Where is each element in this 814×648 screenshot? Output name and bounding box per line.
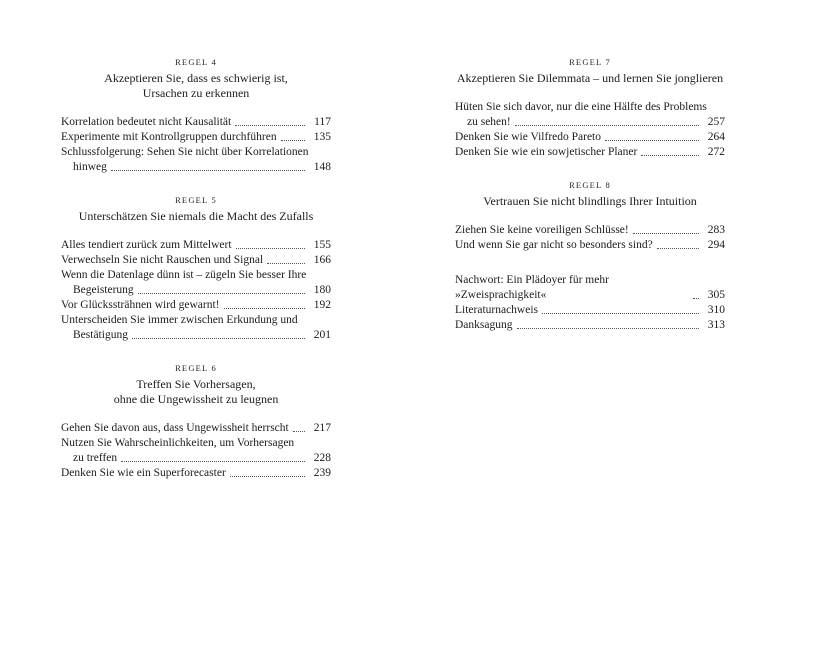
chapter-title-line: Treffen Sie Vorhersagen, [136,377,256,391]
toc-entry-text: Korrelation bedeutet nicht Kausalität [61,116,232,128]
chapter-section [61,195,331,343]
chapter-entries [455,223,725,253]
dot-leader [111,170,305,171]
toc-entry [61,145,331,175]
dot-leader [633,233,699,234]
toc-entry [455,318,725,333]
chapter-entries [61,238,331,343]
chapter-label: REGEL 7 [569,57,611,67]
toc-entry-text: hinweg [73,161,107,173]
left-page [61,57,331,501]
page-number: 239 [313,467,331,479]
toc-entry-text: Ziehen Sie keine voreiligen Schlüsse! [455,224,629,236]
page-number: 155 [313,239,331,251]
dot-leader [693,298,699,299]
toc-entry-text: Verwechseln Sie nicht Rauschen und Signal [61,254,264,266]
page-number: 305 [707,289,725,301]
toc-entry [455,238,725,253]
dot-leader [230,476,305,477]
page-number: 180 [313,284,331,296]
toc-entry-text: Alles tendiert zurück zum Mittelwert [61,239,232,251]
toc-entry-text: Begeisterung [73,284,134,296]
page-number: 272 [707,146,725,158]
chapter-title [455,194,725,209]
toc-entry [455,130,725,145]
dot-leader [542,313,699,314]
right-page [455,57,725,333]
chapter-title-line: Ursachen zu erkennen [142,86,250,100]
chapter-title-line: Akzeptieren Sie, dass es schwierig ist, [104,71,288,85]
chapter-section [61,363,331,481]
dot-leader [605,140,699,141]
page-number: 310 [707,304,725,316]
dot-leader [236,248,305,249]
toc-entry [455,223,725,238]
toc-entry-text: Vor Glückssträhnen wird gewarnt! [61,299,220,311]
page-number: 135 [313,131,331,143]
toc-entry [61,466,331,481]
toc-entry-text: Experimente mit Kontrollgruppen durchführen [61,131,277,143]
page-number: 192 [313,299,331,311]
toc-entry-text: Nutzen Sie Wahrscheinlichkeiten, um Vorhersagen [61,437,295,449]
toc-entry [61,436,331,466]
toc-entry [61,421,331,436]
toc-entry-text: Denken Sie wie Vilfredo Pareto [455,131,602,143]
page-number: 313 [707,319,725,331]
dot-leader [235,125,305,126]
chapter-title-line: Akzeptieren Sie Dilemmata – und lernen Sie jonglieren [456,71,724,85]
dot-leader [515,125,699,126]
page-number: 166 [313,254,331,266]
toc-entry [61,253,331,268]
chapter-entries [455,100,725,160]
toc-entry [61,268,331,298]
toc-entry-text: Denken Sie wie ein sowjetischer Planer [455,146,638,158]
page-number: 217 [313,422,331,434]
toc-entry [61,298,331,313]
toc-entry-text: Nachwort: Ein Plädoyer für mehr »Zweisprachigkeit« [455,274,609,301]
toc-entry-text: Und wenn Sie gar nicht so besonders sind? [455,239,653,251]
page-number: 294 [707,239,725,251]
toc-entry [455,100,725,130]
toc-entry-text: Denken Sie wie ein Superforecaster [61,467,226,479]
chapter-entries [61,115,331,175]
dot-leader [224,308,305,309]
dot-leader [293,431,305,432]
chapter-title-line: Unterschätzen Sie niemals die Macht des Zufalls [78,209,314,223]
toc-entry [61,238,331,253]
dot-leader [121,461,305,462]
page-number: 283 [707,224,725,236]
toc-entry [61,313,331,343]
toc-entry-text: Unterscheiden Sie immer zwischen Erkundung und [61,314,298,326]
toc-entry-text: Danksagung [455,319,513,331]
chapter-title [455,71,725,86]
dot-leader [281,140,305,141]
toc-entry-text: Gehen Sie davon aus, dass Ungewissheit herrscht [61,422,289,434]
toc-entry-text: Hüten Sie sich davor, nur die eine Hälfte des Problems [455,101,707,113]
toc-entry-text: zu treffen [73,452,118,464]
toc-entry [455,273,725,303]
toc-entry [61,115,331,130]
page-number: 117 [314,116,331,128]
page-number: 148 [313,161,331,173]
dot-leader [267,263,305,264]
toc-entry-text: Schlussfolgerung: Sehen Sie nicht über Korrelationen [61,146,309,158]
dot-leader [517,328,700,329]
chapter-entries [61,421,331,481]
chapter-section [61,57,331,175]
page-number: 201 [313,329,331,341]
page-number: 264 [707,131,725,143]
dot-leader [657,248,699,249]
toc-entry-text: Literaturnachweis [455,304,539,316]
chapter-title-line: Vertrauen Sie nicht blindlings Ihrer Intuition [483,194,697,208]
page-number: 228 [313,452,331,464]
dot-leader [138,293,305,294]
back-matter [455,273,725,333]
chapter-label: REGEL 8 [569,180,611,190]
dot-leader [132,338,305,339]
toc-entry [61,130,331,145]
chapter-section [455,57,725,160]
chapter-label: REGEL 5 [175,195,217,205]
chapter-title-line: ohne die Ungewissheit zu leugnen [113,392,279,406]
toc-entry [455,145,725,160]
chapter-label: REGEL 6 [175,363,217,373]
toc-entry-text: Wenn die Datenlage dünn ist – zügeln Sie besser Ihre [61,269,307,281]
toc-entry [455,303,725,318]
chapter-title [61,377,331,407]
chapter-title [61,71,331,101]
dot-leader [641,155,699,156]
chapter-section [455,180,725,253]
toc-entry-text: zu sehen! [467,116,511,128]
toc-entry-text: Bestätigung [73,329,128,341]
page-number: 257 [707,116,725,128]
chapter-title [61,209,331,224]
chapter-label: REGEL 4 [175,57,217,67]
